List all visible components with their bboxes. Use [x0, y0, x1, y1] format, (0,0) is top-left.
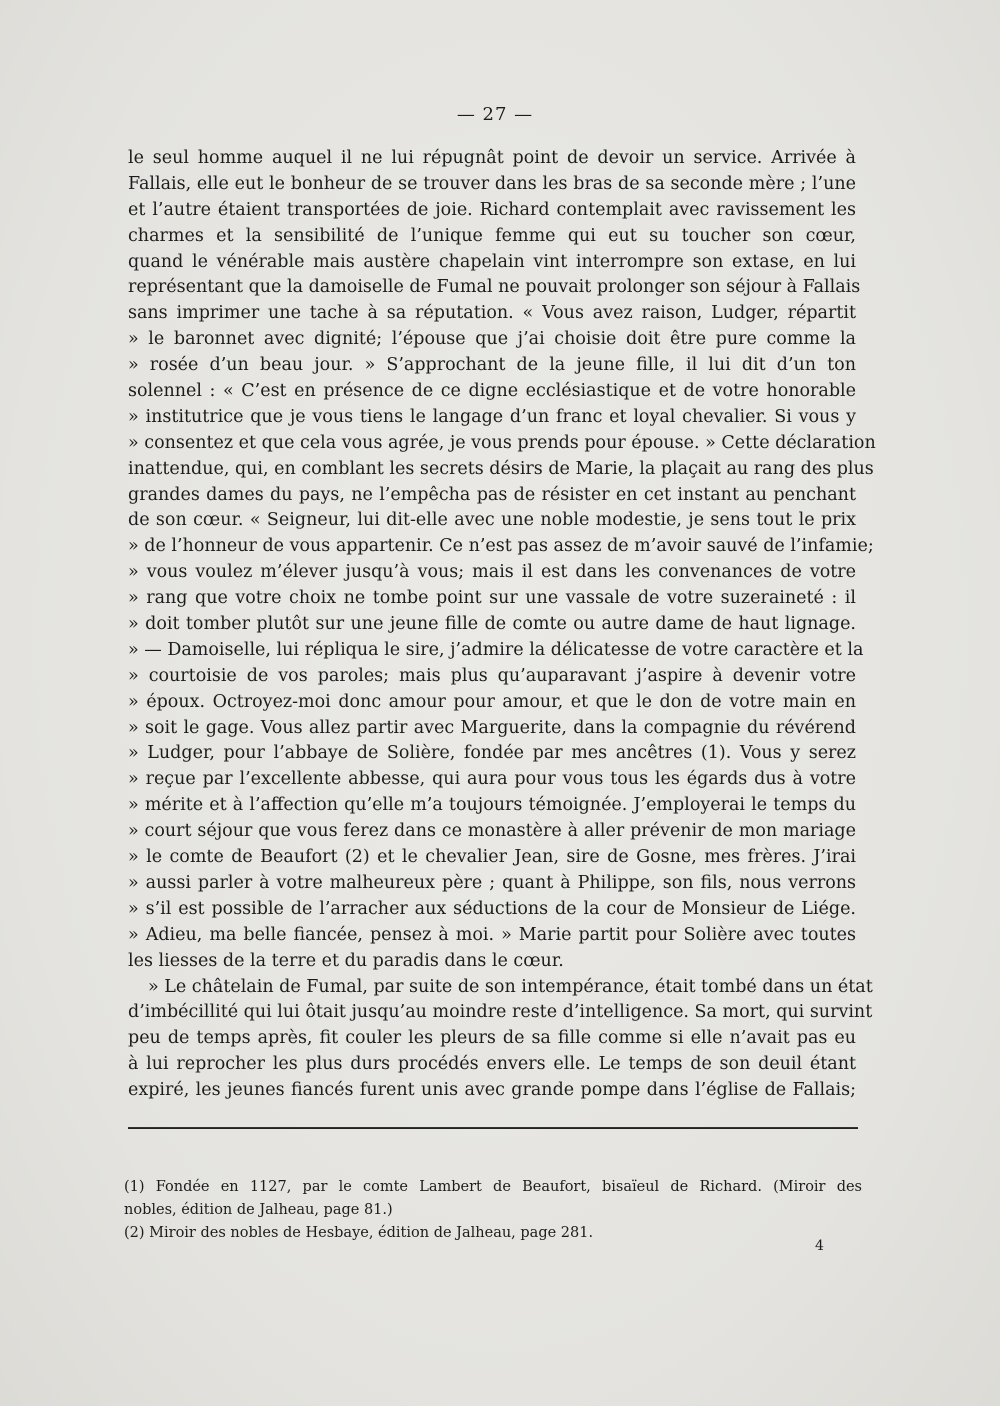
body-line: à lui reprocher les plus durs procédés envers elle. Le temps de son deuil étant [128, 1054, 856, 1075]
footnote-2: (2) Miroir des nobles de Hesbaye, édition de Jalheau, page 281. [124, 1225, 594, 1241]
body-line: les liesses de la terre et du paradis dans le cœur. [128, 950, 564, 971]
footnotes [124, 1176, 862, 1245]
body-line: » reçue par l’excellente abbesse, qui aura pour vous tous les égards dus à votre [128, 769, 856, 790]
body-line: » Le châtelain de Fumal, par suite de son intempérance, était tombé dans un état [148, 976, 873, 997]
body-line: et l’autre étaient transportées de joie. Richard contemplait avec ravissement les [128, 199, 856, 220]
body-line: sans imprimer une tache à sa réputation. « Vous avez raison, Ludger, répartit [128, 303, 856, 324]
body-line: » le baronnet avec dignité; l’épouse que j’ai choisie doit être pure comme la [128, 329, 856, 350]
body-line: » mérite et à l’affection qu’elle m’a toujours témoignée. J’employerai le temps du [128, 795, 856, 816]
body-line: » courtoisie de vos paroles; mais plus qu’auparavant j’aspire à devenir votre [128, 665, 856, 686]
body-line: » court séjour que vous ferez dans ce monastère à aller prévenir de mon mariage [128, 821, 856, 842]
footnote-1-line-2: nobles, édition de Jalheau, page 81.) [124, 1202, 393, 1218]
page-number: — 27 — [456, 104, 534, 125]
signature-mark: 4 [815, 1238, 824, 1254]
body-line: » aussi parler à votre malheureux père ; quant à Philippe, son fils, nous verrons [128, 872, 856, 893]
body-line: solennel : « C’est en présence de ce digne ecclésiastique et de votre honorable [128, 381, 856, 402]
body-line: de son cœur. « Seigneur, lui dit-elle avec une noble modestie, je sens tout le prix [128, 510, 856, 531]
body-line: » rosée d’un beau jour. » S’approchant de la jeune fille, il lui dit d’un ton [128, 355, 856, 376]
body-line: inattendue, qui, en comblant les secrets désirs de Marie, la plaçait au rang des plus [128, 458, 874, 479]
footnote-separator [128, 1127, 858, 1129]
footnote-1-line-1: (1) Fondée en 1127, par le comte Lambert de Beaufort, bisaïeul de Richard. (Miroir des [124, 1179, 862, 1195]
body-line: peu de temps après, fit couler les pleurs de sa fille comme si elle n’avait pas eu [128, 1028, 856, 1049]
body-line: le seul homme auquel il ne lui répugnât point de devoir un service. Arrivée à [128, 148, 856, 168]
body-line: » rang que votre choix ne tombe point sur une vassale de votre suzeraineté : il [128, 588, 856, 609]
body-line: représentant que la damoiselle de Fumal ne pouvait prolonger son séjour à Fallais [128, 277, 861, 298]
body-line: » Ludger, pour l’abbaye de Solière, fondée par mes ancêtres (1). Vous y serez [128, 743, 856, 764]
body-line: » époux. Octroyez-moi donc amour pour amour, et que le don de votre main en [128, 691, 856, 712]
body-line: Fallais, elle eut le bonheur de se trouver dans les bras de sa seconde mère ; l’une [128, 173, 856, 194]
body-line: » de l’honneur de vous appartenir. Ce n’est pas assez de m’avoir sauvé de l’infamie; [128, 536, 874, 557]
body-line: expiré, les jeunes fiancés furent unis avec grande pompe dans l’église de Fallais; [128, 1080, 856, 1101]
body-text [128, 146, 876, 1104]
body-line: » s’il est possible de l’arracher aux séductions de la cour de Monsieur de Liége. [128, 898, 856, 919]
body-line: quand le vénérable mais austère chapelain vint interrompre son extase, en lui [128, 251, 856, 272]
body-line: d’imbécillité qui lui ôtait jusqu’au moindre reste d’intelligence. Sa mort, qui survint [128, 1002, 873, 1023]
body-line: » consentez et que cela vous agrée, je vous prends pour épouse. » Cette déclaration [128, 432, 876, 453]
body-line: » soit le gage. Vous allez partir avec Marguerite, dans la compagnie du révérend [128, 717, 856, 738]
body-line: charmes et la sensibilité de l’unique femme qui eut su toucher son cœur, [128, 225, 856, 246]
body-line: » le comte de Beaufort (2) et le chevalier Jean, sire de Gosne, mes frères. J’irai [128, 847, 856, 868]
body-line: grandes dames du pays, ne l’empêcha pas de résister en cet instant au penchant [128, 484, 856, 505]
body-line: » institutrice que je vous tiens le langage d’un franc et loyal chevalier. Si vous y [128, 406, 856, 427]
body-line: » doit tomber plutôt sur une jeune fille de comte ou autre dame de haut lignage. [128, 614, 856, 635]
body-line: » vous voulez m’élever jusqu’à vous; mais il est dans les convenances de votre [128, 562, 856, 583]
body-line: » Adieu, ma belle fiancée, pensez à moi. » Marie partit pour Solière avec toutes [128, 924, 856, 945]
body-line: » — Damoiselle, lui répliqua le sire, j’admire la délicatesse de votre caractère et la [128, 639, 864, 660]
